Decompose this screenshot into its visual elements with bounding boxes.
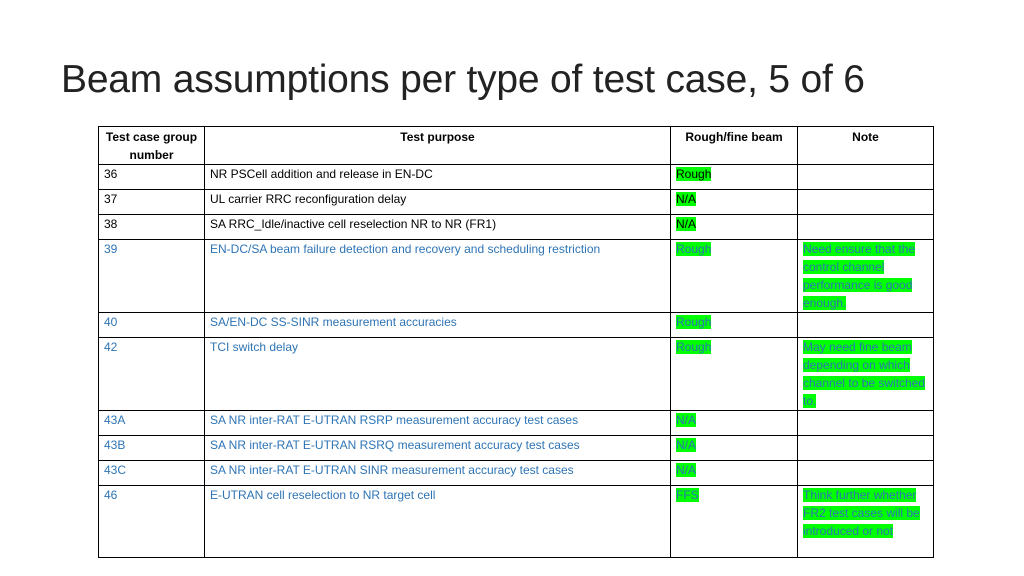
cell-note — [798, 486, 934, 558]
cell-beam — [671, 436, 798, 461]
table-row — [99, 461, 934, 486]
cell-group: 46 — [99, 486, 205, 558]
table-row — [99, 313, 934, 338]
cell-purpose: NR PSCell addition and release in EN-DC — [205, 165, 671, 190]
cell-purpose: SA NR inter-RAT E-UTRAN RSRQ measurement accuracy test cases — [205, 436, 671, 461]
table-row — [99, 411, 934, 436]
cell-purpose: SA NR inter-RAT E-UTRAN RSRP measurement accuracy test cases — [205, 411, 671, 436]
table-row — [99, 338, 934, 411]
beam-value: N/A — [676, 192, 697, 206]
cell-purpose: TCI switch delay — [205, 338, 671, 411]
cell-group: 39 — [99, 240, 205, 313]
cell-note — [798, 461, 934, 486]
cell-group: 40 — [99, 313, 205, 338]
cell-note — [798, 190, 934, 215]
table-header-row — [99, 127, 934, 165]
cell-beam — [671, 461, 798, 486]
table-row — [99, 165, 934, 190]
cell-beam — [671, 215, 798, 240]
beam-value: N/A — [676, 438, 697, 452]
cell-beam — [671, 313, 798, 338]
cell-note — [798, 411, 934, 436]
header-group-number: Test case group number — [99, 127, 205, 165]
cell-beam — [671, 240, 798, 313]
cell-group: 38 — [99, 215, 205, 240]
cell-purpose: EN-DC/SA beam failure detection and recovery and scheduling restriction — [205, 240, 671, 313]
beam-value: N/A — [676, 463, 697, 477]
cell-note — [798, 338, 934, 411]
cell-note — [798, 436, 934, 461]
beam-value: Rough — [676, 242, 712, 256]
cell-group: 43A — [99, 411, 205, 436]
table-row — [99, 240, 934, 313]
cell-note — [798, 215, 934, 240]
cell-purpose: UL carrier RRC reconfiguration delay — [205, 190, 671, 215]
table-row — [99, 486, 934, 558]
cell-group: 43C — [99, 461, 205, 486]
cell-group: 43B — [99, 436, 205, 461]
note-text: Need ensure that the control channel performance is good enough. — [803, 242, 916, 310]
cell-beam — [671, 411, 798, 436]
cell-group: 37 — [99, 190, 205, 215]
table-row — [99, 190, 934, 215]
cell-note — [798, 240, 934, 313]
beam-value: Rough — [676, 340, 712, 354]
cell-beam — [671, 190, 798, 215]
beam-value: Rough — [676, 315, 712, 329]
header-test-purpose: Test purpose — [205, 127, 671, 165]
cell-group: 36 — [99, 165, 205, 190]
cell-purpose: SA RRC_Idle/inactive cell reselection NR to NR (FR1) — [205, 215, 671, 240]
cell-note — [798, 165, 934, 190]
header-note: Note — [798, 127, 934, 165]
beam-value: FFS — [676, 488, 699, 502]
cell-note — [798, 313, 934, 338]
cell-beam — [671, 165, 798, 190]
header-beam: Rough/fine beam — [671, 127, 798, 165]
note-text: May need fine beam depending on which channel to be switched to. — [803, 340, 926, 408]
table-row — [99, 215, 934, 240]
table-row — [99, 436, 934, 461]
cell-purpose: E-UTRAN cell reselection to NR target cell — [205, 486, 671, 558]
test-case-table — [98, 126, 934, 558]
cell-beam — [671, 338, 798, 411]
cell-purpose: SA NR inter-RAT E-UTRAN SINR measurement accuracy test cases — [205, 461, 671, 486]
note-text: Think further whether FR2 test cases will be introduced or not — [803, 488, 920, 538]
cell-purpose: SA/EN-DC SS-SINR measurement accuracies — [205, 313, 671, 338]
cell-group: 42 — [99, 338, 205, 411]
beam-value: Rough — [676, 167, 712, 181]
cell-beam — [671, 486, 798, 558]
beam-value: N/A — [676, 217, 697, 231]
beam-value: N/A — [676, 413, 697, 427]
slide-title: Beam assumptions per type of test case, 5 of 6 — [61, 58, 865, 101]
